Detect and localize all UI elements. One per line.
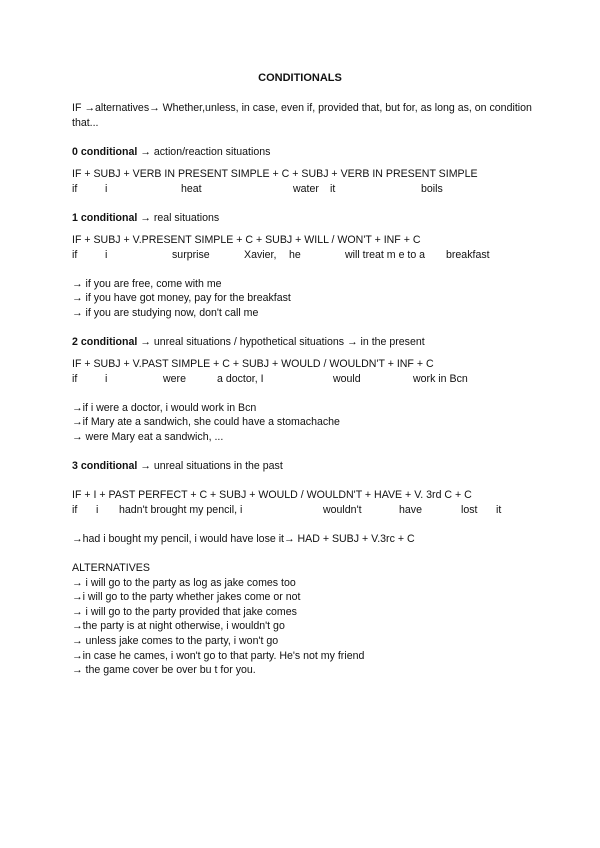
example-word: i <box>105 249 108 261</box>
example-word: were <box>163 373 186 385</box>
alternative-item: → i will go to the party as log as jake comes too <box>72 577 296 589</box>
alternative-item: →i will go to the party whether jakes come or not <box>72 591 301 603</box>
second-conditional-desc: → unreal situations / hypothetical situations → in the present <box>137 336 425 348</box>
example-word: hadn't brought my pencil, i <box>119 504 243 516</box>
alternative-item: → the game cover be over bu t for you. <box>72 664 256 676</box>
zero-conditional-heading <box>72 146 270 159</box>
example-word: if <box>72 373 78 385</box>
alternatives-heading: ALTERNATIVES <box>72 562 150 574</box>
first-conditional-heading <box>72 212 219 225</box>
zero-conditional-formula: IF + SUBJ + VERB IN PRESENT SIMPLE + C + SUBJ + VERB IN PRESENT SIMPLE <box>72 168 478 180</box>
example-word: it <box>496 504 502 516</box>
example-word: a doctor, I <box>217 373 264 385</box>
alternative-item: → i will go to the party provided that jake comes <box>72 606 297 618</box>
example-word: breakfast <box>446 249 490 261</box>
example-word: boils <box>421 183 443 195</box>
example-word: i <box>105 183 108 195</box>
example-word: have <box>399 504 422 516</box>
third-conditional-heading <box>72 460 283 473</box>
example-word: if <box>72 183 78 195</box>
second-conditional-label: 2 conditional <box>72 336 138 348</box>
second-bullet: →if i were a doctor, i would work in Bcn <box>72 402 257 414</box>
first-bullet: → if you are studying now, don't call me <box>72 307 259 319</box>
third-conditional-label: 3 conditional <box>72 460 138 472</box>
second-conditional-formula: IF + SUBJ + V.PAST SIMPLE + C + SUBJ + WOULD / WOULDN'T + INF + C <box>72 358 434 370</box>
example-word: water <box>293 183 319 195</box>
example-word: lost <box>461 504 478 516</box>
third-conditional-note: →had i bought my pencil, i would have lose it→ HAD + SUBJ + V.3rc + C <box>72 533 415 545</box>
first-conditional-desc: → real situations <box>137 212 220 224</box>
second-bullet: → were Mary eat a sandwich, ... <box>72 431 224 443</box>
alternative-item: → unless jake comes to the party, i won't go <box>72 635 279 647</box>
intro-text: IF →alternatives→ Whether,unless, in case, even if, provided that, but for, as long as, on condition that... <box>72 102 532 129</box>
example-word: will treat m e to a <box>345 249 426 261</box>
example-word: surprise <box>172 249 210 261</box>
example-word: it <box>330 183 336 195</box>
example-word: he <box>289 249 301 261</box>
first-conditional-formula: IF + SUBJ + V.PRESENT SIMPLE + C + SUBJ + WILL / WON'T + INF + C <box>72 234 421 246</box>
example-word: if <box>72 504 78 516</box>
example-word: heat <box>181 183 202 195</box>
example-word: i <box>105 373 108 385</box>
first-bullet: → if you are free, come with me <box>72 278 222 290</box>
example-word: Xavier, <box>244 249 277 261</box>
third-conditional-desc: → unreal situations in the past <box>137 460 283 472</box>
second-bullet: →if Mary ate a sandwich, she could have a stomachache <box>72 416 340 428</box>
page-title: CONDITIONALS <box>258 72 342 84</box>
zero-conditional-label: 0 conditional <box>72 146 138 158</box>
zero-conditional-desc: → action/reaction situations <box>137 146 271 158</box>
example-word: i <box>96 504 99 516</box>
alternative-item: →the party is at night otherwise, i wouldn't go <box>72 620 285 632</box>
first-conditional-label: 1 conditional <box>72 212 138 224</box>
third-conditional-formula: IF + I + PAST PERFECT + C + SUBJ + WOULD / WOULDN'T + HAVE + V. 3rd C + C <box>72 489 472 501</box>
example-word: wouldn't <box>323 504 362 516</box>
example-word: would <box>333 373 361 385</box>
alternative-item: →in case he cames, i won't go to that party. He's not my friend <box>72 650 365 662</box>
example-word: if <box>72 249 78 261</box>
second-conditional-heading <box>72 336 425 349</box>
example-word: work in Bcn <box>413 373 468 385</box>
first-bullet: → if you have got money, pay for the breakfast <box>72 292 291 304</box>
